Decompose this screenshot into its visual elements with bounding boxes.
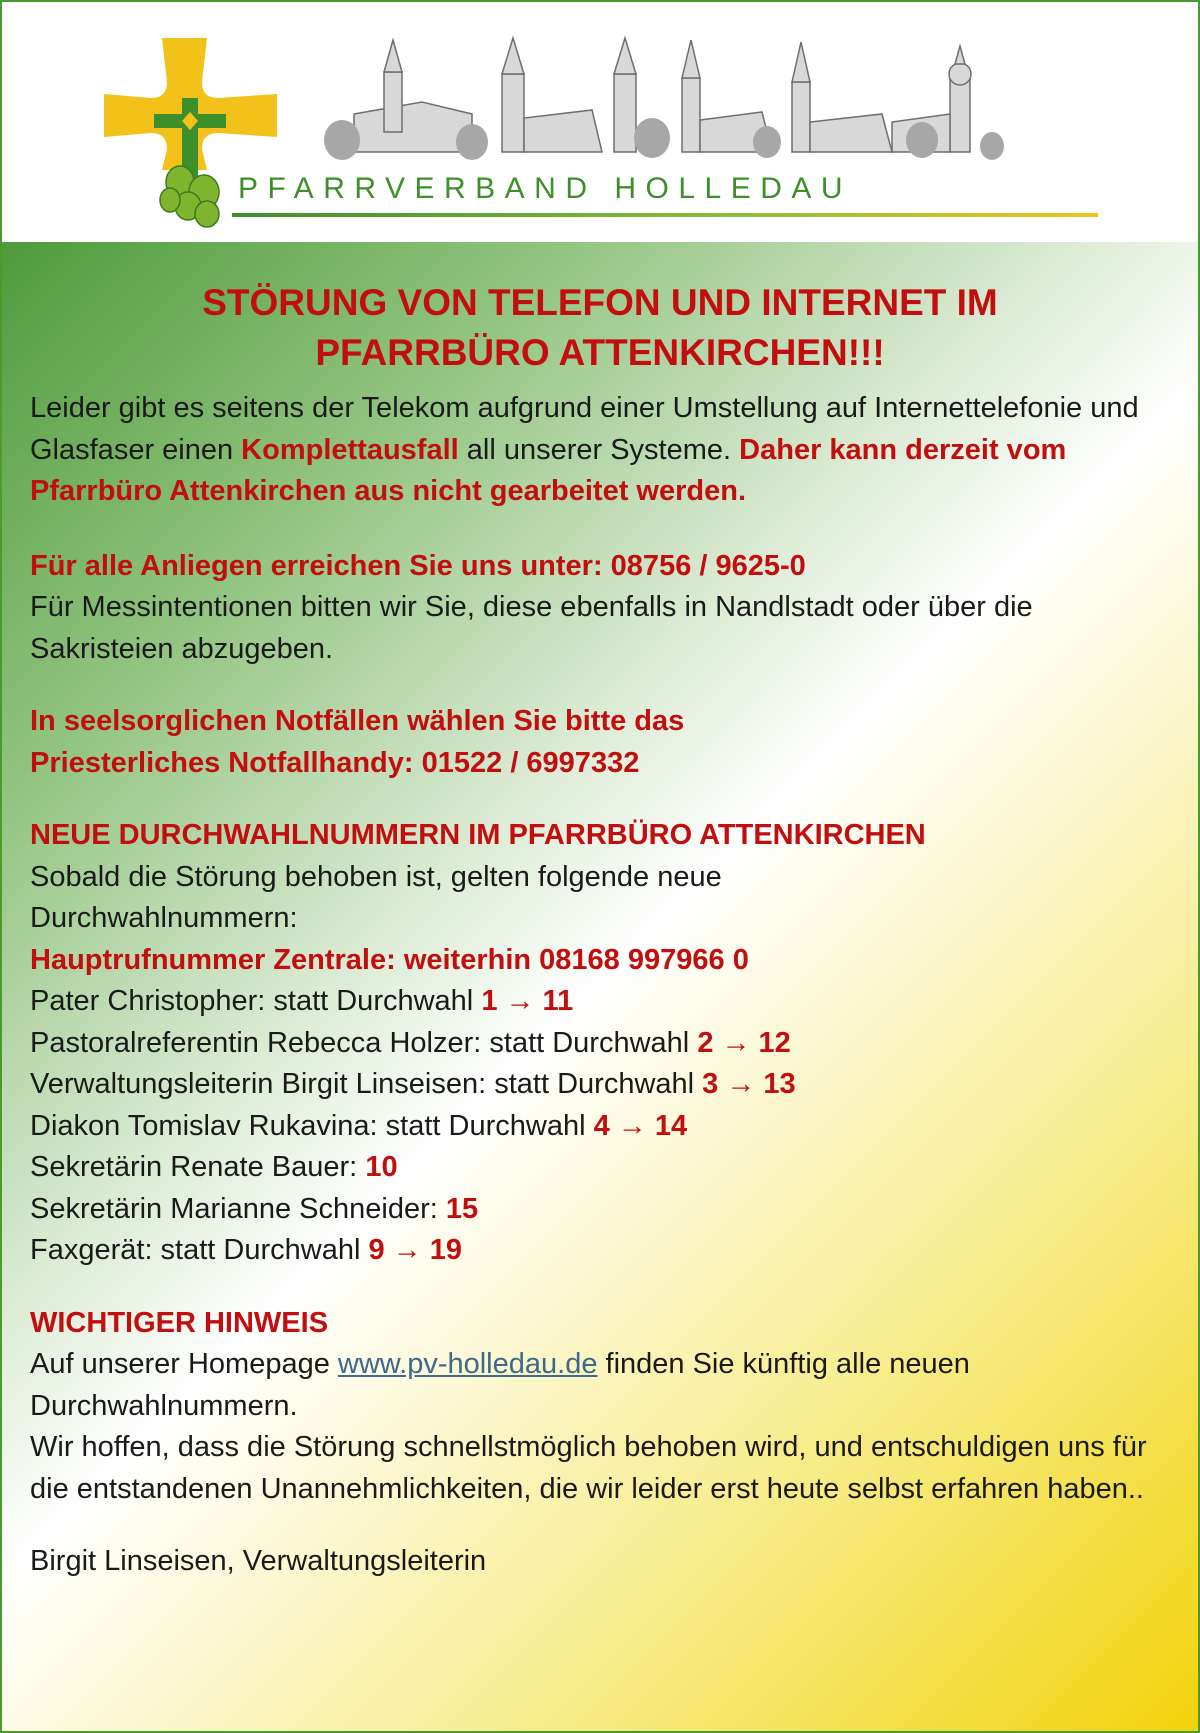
extension-label: Sekretärin Marianne Schneider:: [30, 1192, 446, 1225]
extension-value: 4 → 14: [593, 1109, 688, 1142]
notice-heading: WICHTIGER HINWEIS: [30, 1306, 329, 1339]
main-number: Hauptrufnummer Zentrale: weiterhin 08168 997966 0: [30, 943, 749, 976]
contact-text: Für Messintentionen bitten wir Sie, diese ebenfalls in Nandlstadt oder über die Sakristeien abzugeben.: [30, 591, 1033, 665]
notice-closing: Wir hoffen, dass die Störung schnellstmöglich behoben wird, und entschuldigen uns für die entstandenen Unannehmlichkeiten, die wir leider erst heute selbst erfahren haben..: [30, 1431, 1147, 1505]
extension-item: [30, 1106, 1180, 1148]
intro-paragraph: [30, 388, 1180, 513]
extension-item: [30, 1023, 1180, 1065]
contact-heading: Für alle Anliegen erreichen Sie uns unter: 08756 / 9625-0: [30, 549, 806, 582]
intro-text-2: all unserer Systeme.: [458, 433, 740, 466]
extension-label: Verwaltungsleiterin Birgit Linseisen: statt Durchwahl: [30, 1068, 703, 1100]
extension-item: [30, 1147, 1180, 1189]
notice-text-before-link: Auf unserer Homepage: [30, 1348, 338, 1380]
extension-value: 1 → 11: [481, 985, 574, 1017]
headline: [30, 278, 1170, 378]
notice-body: [2, 242, 1198, 1731]
header-graphic: [2, 2, 1198, 242]
notice-text-after-link: finden Sie künftig alle neuen Durchwahlnummern.: [30, 1348, 970, 1422]
extension-value: 15: [445, 1192, 479, 1225]
hop-cones-icon: [160, 166, 219, 227]
extension-label: Faxgerät: statt Durchwahl: [30, 1234, 369, 1266]
notice-content: [30, 278, 1180, 1614]
extension-label: Pater Christopher: statt Durchwahl: [30, 985, 482, 1017]
logo-wordmark: PFARRVERBAND HOLLEDAU: [238, 172, 853, 205]
extension-item: [30, 981, 1180, 1023]
extensions-intro: Sobald die Störung behoben ist, gelten folgende neue Durchwahlnummern:: [30, 860, 722, 934]
extensions-section: [30, 815, 1180, 1272]
extension-item: [30, 1189, 1180, 1231]
signature: Birgit Linseisen, Verwaltungsleiterin: [30, 1545, 487, 1577]
important-notice: [30, 1303, 1180, 1511]
extension-label: Sekretärin Renate Bauer:: [30, 1151, 366, 1183]
intro-emphasis-outage: Komplettausfall: [241, 433, 459, 466]
contact-paragraph: [30, 546, 1180, 671]
emergency-paragraph: [30, 701, 1180, 784]
headline-line-2: PFARRBÜRO ATTENKIRCHEN!!!: [315, 332, 885, 373]
extension-item: [30, 1064, 1180, 1106]
extension-label: Pastoralreferentin Rebecca Holzer: statt Durchwahl: [30, 1026, 698, 1059]
extension-value: 2 → 12: [697, 1026, 791, 1059]
extension-value: 10: [365, 1151, 398, 1183]
emergency-line-1: In seelsorglichen Notfällen wählen Sie bitte das: [30, 705, 685, 737]
extension-label: Diakon Tomislav Rukavina: statt Durchwahl: [30, 1109, 594, 1142]
intro-emphasis-no-work: Daher kann derzeit vom Pfarrbüro Attenkirchen aus nicht gearbeitet werden.: [30, 433, 1067, 507]
extension-item: [30, 1230, 1180, 1272]
header-banner: [2, 2, 1198, 242]
logo-underline: [232, 213, 1098, 217]
extensions-heading: NEUE DURCHWAHLNUMMERN IM PFARRBÜRO ATTENKIRCHEN: [30, 819, 926, 851]
intro-text-1: Leider gibt es seitens der Telekom aufgrund einer Umstellung auf Internettelefonie und Glasfaser einen: [30, 392, 1139, 466]
extension-value: 3 → 13: [702, 1068, 796, 1100]
extension-value: 9 → 19: [368, 1234, 462, 1266]
emergency-line-2: Priesterliches Notfallhandy: 01522 / 6997332: [30, 746, 640, 779]
headline-line-1: STÖRUNG VON TELEFON UND INTERNET IM: [202, 282, 998, 323]
homepage-link[interactable]: www.pv-holledau.de: [337, 1348, 598, 1380]
